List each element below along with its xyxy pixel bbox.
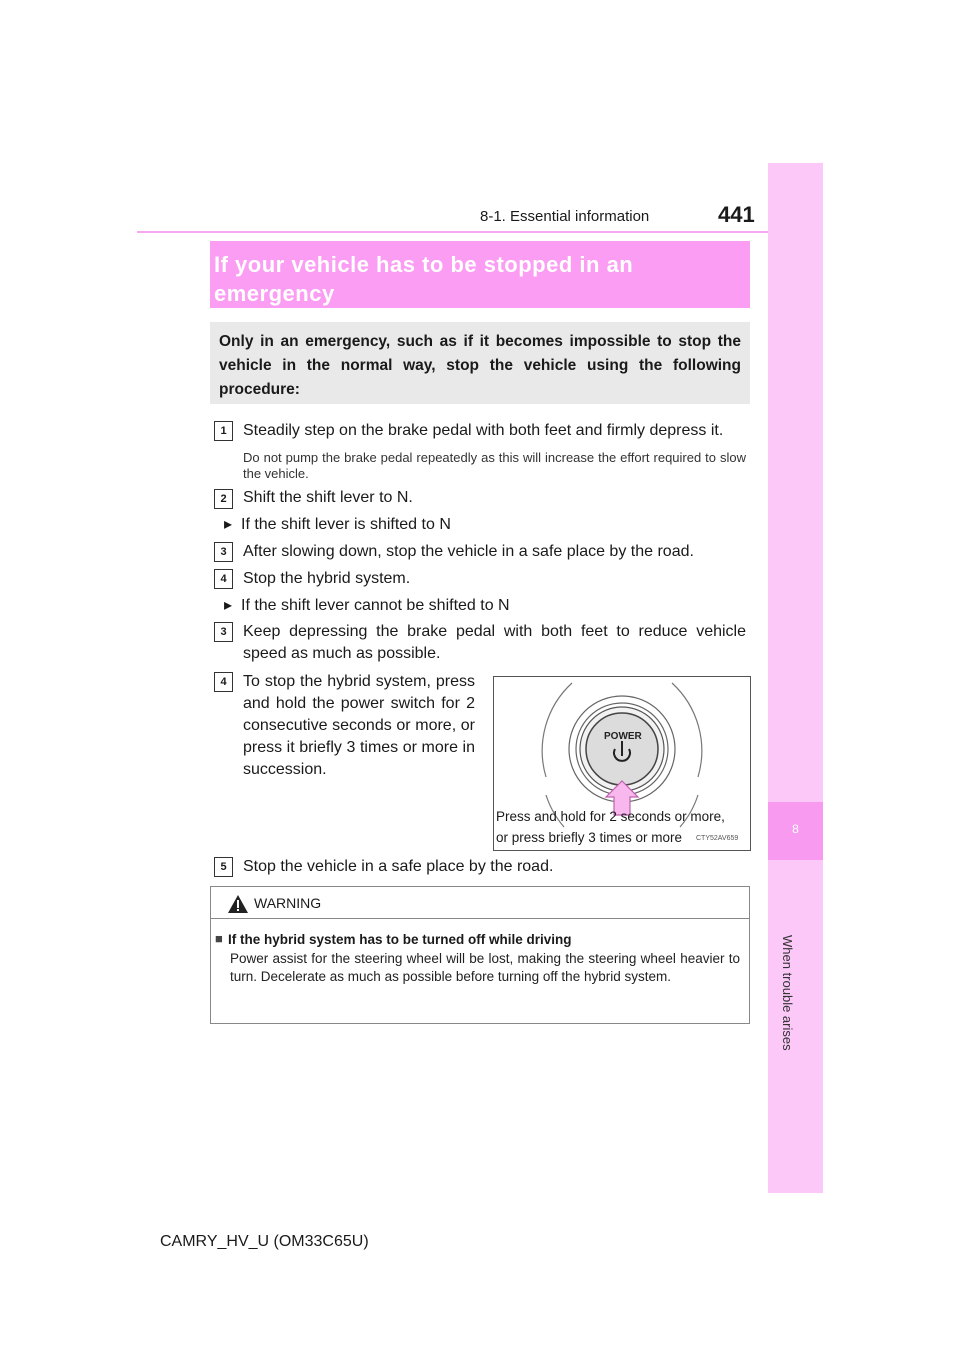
step-badge: 1 [214,421,233,441]
step-text: Shift the shift lever to N. [243,489,413,506]
section-title: 8-1. Essential information [480,208,650,225]
step-text: Stop the vehicle in a safe place by the road. [243,858,554,875]
power-button-label: POWER [604,731,642,742]
document-footer: CAMRY_HV_U (OM33C65U) [160,1233,369,1250]
page-number: 441 [718,202,755,227]
figure-caption-line: Press and hold for 2 seconds or more, [496,809,725,824]
step-text: To stop the hybrid system, press and hold the power switch for 2 consecutive seconds or more, or press it briefly 3 times or more in succession. [243,673,475,778]
intro-text: Only in an emergency, such as if it becomes impossible to stop the vehicle in the normal way, stop the vehicle using the following procedure: [219,333,741,398]
figure-caption [496,806,725,848]
figure-caption-line: or press briefly 3 times or more [496,830,683,845]
warning-label: WARNING [254,895,322,911]
warning-body: Power assist for the steering wheel will be lost, making the steering wheel heavier to turn. Decelerate as much as possible before turning off the hybrid system. [230,951,740,984]
step-text: After slowing down, stop the vehicle in a safe place by the road. [243,543,694,560]
page-title: If your vehicle has to be stopped in an emergency [214,252,634,306]
step-badge: 5 [214,857,233,877]
step-badge: 3 [214,622,233,642]
sub-heading: If the shift lever cannot be shifted to N [241,597,510,614]
sub-heading: If the shift lever is shifted to N [241,516,451,533]
header-rule [137,231,823,233]
step-text: Steadily step on the brake pedal with both feet and firmly depress it. [243,422,724,439]
chapter-side-tab [768,163,823,1193]
warning-subtitle: If the hybrid system has to be turned off while driving [228,932,572,947]
step-text: Stop the hybrid system. [243,570,411,587]
step-note: Do not pump the brake pedal repeatedly as this will increase the effort required to slow the vehicle. [243,450,746,481]
warning-icon [227,894,249,919]
step-badge: 4 [214,672,233,692]
step-badge: 4 [214,569,233,589]
triangle-bullet-icon: ▸ [224,597,233,614]
step-text: Keep depressing the brake pedal with both feet to reduce vehicle speed as much as possible. [243,623,746,662]
chapter-label: When trouble arises [780,935,795,1051]
step-badge: 2 [214,489,233,509]
figure-code: CTY52AV659 [696,835,739,842]
chapter-number: 8 [792,822,799,836]
square-bullet-icon: ■ [215,931,223,946]
step-badge: 3 [214,542,233,562]
triangle-bullet-icon: ▸ [224,516,233,533]
